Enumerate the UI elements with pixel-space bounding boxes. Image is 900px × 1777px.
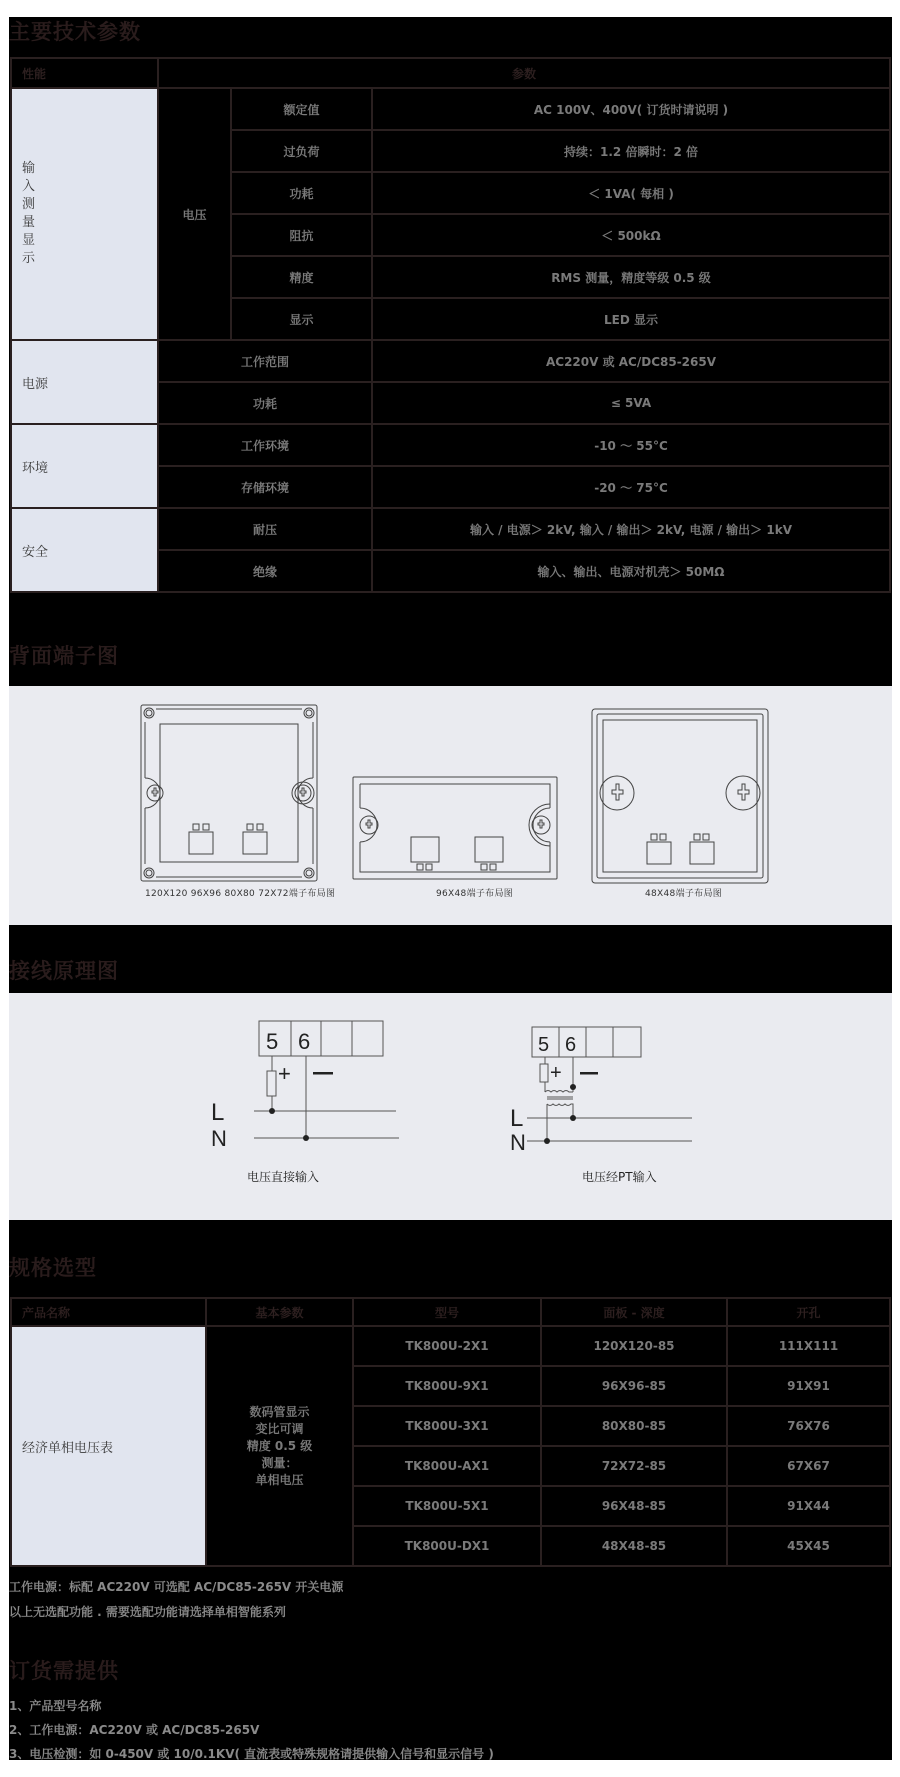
spec-value: 输入、输出、电源对机壳＞ 50MΩ — [372, 550, 890, 592]
header-panel-depth: 面板 - 深度 — [541, 1298, 727, 1326]
section-title-specs: 主要技术参数 — [9, 20, 141, 44]
header-model: 型号 — [353, 1298, 541, 1326]
terminal-layout-96x48-diagram — [352, 776, 558, 880]
cutout-cell: 45X45 — [727, 1526, 890, 1566]
spec-value: AC220V 或 AC/DC85-265V — [372, 340, 890, 382]
terminal-6-label: 6 — [298, 1029, 311, 1054]
panel-depth-cell: 96X96-85 — [541, 1366, 727, 1406]
spec-name: 额定值 — [231, 88, 372, 130]
line-n-label: N — [211, 1126, 227, 1151]
spec-name: 耐压 — [158, 508, 372, 550]
spec-name: 工作环境 — [158, 424, 372, 466]
spec-value: LED 显示 — [372, 298, 890, 340]
terminal-layout-48x48-diagram — [591, 708, 769, 886]
order-item-2: 2、工作电源：AC220V 或 AC/DC85-265V — [9, 1723, 260, 1737]
model-cell: TK800U-DX1 — [353, 1526, 541, 1566]
spec-value: ＜ 1VA( 每相 ) — [372, 172, 890, 214]
model-cell: TK800U-2X1 — [353, 1326, 541, 1366]
model-cell: TK800U-AX1 — [353, 1446, 541, 1486]
terminal-5-label: 5 — [538, 1034, 550, 1056]
section-title-order: 订货需提供 — [9, 1659, 119, 1683]
specs-table — [10, 57, 891, 593]
plus-sign: + — [278, 1061, 291, 1086]
spec-name: 阻抗 — [231, 214, 372, 256]
line-l-label: L — [510, 1105, 524, 1132]
cutout-cell: 76X76 — [727, 1406, 890, 1446]
header-parameters: 参数 — [158, 58, 890, 88]
panel-depth-cell: 120X120-85 — [541, 1326, 727, 1366]
terminal-diagram-panel — [9, 686, 892, 925]
group-env-label: 环境 — [11, 424, 158, 508]
group-input-sublabel: 电压 — [158, 88, 231, 340]
cutout-cell: 111X111 — [727, 1326, 890, 1366]
note-options: 以上无选配功能 . 需要选配功能请选择单相智能系列 — [9, 1605, 286, 1619]
note-power: 工作电源：标配 AC220V 可选配 AC/DC85-265V 开关电源 — [9, 1580, 344, 1594]
spec-value: RMS 测量，精度等级 0.5 级 — [372, 256, 890, 298]
cutout-cell: 67X67 — [727, 1446, 890, 1486]
section-title-terminal: 背面端子图 — [9, 644, 119, 668]
spec-name: 工作范围 — [158, 340, 372, 382]
group-input-label: 输入测量显示 — [11, 88, 158, 340]
header-product-name: 产品名称 — [11, 1298, 206, 1326]
wiring-caption-pt: 电压经PT输入 — [582, 1170, 657, 1184]
spec-value: 持续：1.2 倍瞬时：2 倍 — [372, 130, 890, 172]
cutout-cell: 91X91 — [727, 1366, 890, 1406]
order-item-3: 3、电压检测：如 0-450V 或 10/0.1KV( 直流表或特殊规格请提供输入信号和显示信号 ) — [9, 1747, 494, 1761]
minus-sign — [313, 1072, 333, 1075]
wiring-diagram-panel — [9, 993, 892, 1220]
spec-name: 精度 — [231, 256, 372, 298]
spec-value: 输入 / 电源＞ 2kV, 输入 / 输出＞ 2kV, 电源 / 输出＞ 1kV — [372, 508, 890, 550]
group-safety-label: 安全 — [11, 508, 158, 592]
terminal-layout-120-diagram — [140, 704, 318, 882]
spec-value: ≤ 5VA — [372, 382, 890, 424]
terminal-caption-1: 120X120 96X96 80X80 72X72端子布局图 — [145, 889, 336, 899]
spec-value: ＜ 500kΩ — [372, 214, 890, 256]
model-cell: TK800U-9X1 — [353, 1366, 541, 1406]
section-title-selection: 规格选型 — [9, 1256, 97, 1280]
terminal-caption-2: 96X48端子布局图 — [436, 889, 514, 899]
spec-name: 功耗 — [231, 172, 372, 214]
panel-depth-cell: 48X48-85 — [541, 1526, 727, 1566]
spec-name: 存储环境 — [158, 466, 372, 508]
model-cell: TK800U-3X1 — [353, 1406, 541, 1446]
plus-sign: + — [550, 1062, 562, 1084]
spec-name: 绝缘 — [158, 550, 372, 592]
line-l-label: L — [211, 1099, 225, 1126]
order-item-1: 1、产品型号名称 — [9, 1699, 102, 1713]
group-power-label: 电源 — [11, 340, 158, 424]
line-n-label: N — [510, 1130, 526, 1155]
model-cell: TK800U-5X1 — [353, 1486, 541, 1526]
spec-name: 功耗 — [158, 382, 372, 424]
panel-depth-cell: 96X48-85 — [541, 1486, 727, 1526]
section-title-wiring: 接线原理图 — [9, 959, 119, 983]
selection-table — [10, 1297, 891, 1567]
minus-sign — [580, 1072, 598, 1075]
spec-value: AC 100V、400V( 订货时请说明 ) — [372, 88, 890, 130]
basic-params-cell: 数码管显示 变比可调 精度 0.5 级 测量： 单相电压 — [206, 1326, 353, 1566]
header-cutout: 开孔 — [727, 1298, 890, 1326]
spec-name: 显示 — [231, 298, 372, 340]
header-performance: 性能 — [11, 58, 158, 88]
spec-value: -20 ～ 75°C — [372, 466, 890, 508]
spec-value: -10 ～ 55°C — [372, 424, 890, 466]
wiring-caption-direct: 电压直接输入 — [247, 1170, 320, 1184]
header-basic-params: 基本参数 — [206, 1298, 353, 1326]
terminal-6-label: 6 — [565, 1034, 577, 1056]
panel-depth-cell: 80X80-85 — [541, 1406, 727, 1446]
spec-name: 过负荷 — [231, 130, 372, 172]
wiring-direct-input-diagram — [211, 1021, 409, 1151]
product-name-cell: 经济单相电压表 — [11, 1326, 206, 1566]
terminal-5-label: 5 — [266, 1029, 279, 1054]
terminal-caption-3: 48X48端子布局图 — [645, 889, 723, 899]
panel-depth-cell: 72X72-85 — [541, 1446, 727, 1486]
wiring-pt-input-diagram — [509, 1013, 689, 1155]
cutout-cell: 91X44 — [727, 1486, 890, 1526]
